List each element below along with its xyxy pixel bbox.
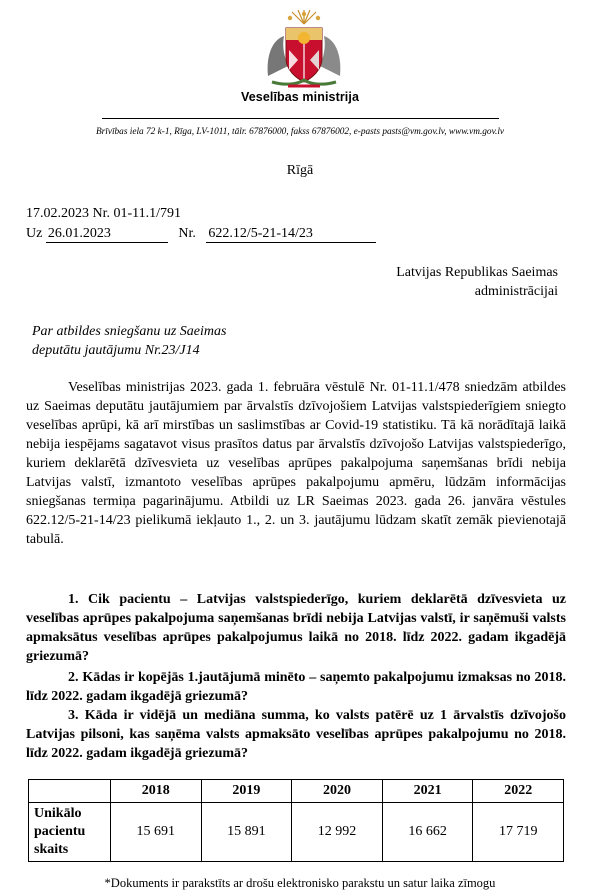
year-header: 2021: [382, 780, 473, 803]
header-divider: [102, 118, 499, 119]
subject-line2: deputātu jautājumu Nr.23/J14: [32, 343, 200, 358]
uz-date: 26.01.2023: [46, 226, 168, 243]
question-1: 1. Cik pacientu – Latvijas valstspiederīgo, kuriem deklarētā dzīvesvieta uz veselības aprūpes pakalpojuma saņemšanas brīdi nebija Latvijas valstī, ir saņēmuši valsts apmaksātus veselības aprūpes pakalpojumus laikā no 2018. līdz 2022. gadam ikgadējā griezumā?: [26, 592, 566, 664]
uz-number: 622.12/5-21-14/23: [206, 226, 376, 243]
ministry-name: Veselības ministrija: [240, 90, 360, 104]
table-cell: 16 662: [382, 803, 473, 862]
patients-table: [28, 779, 564, 862]
table-header-row: [29, 780, 564, 803]
reply-reference: [26, 226, 376, 243]
table-cell: 15 891: [201, 803, 292, 862]
table-cell: 15 691: [111, 803, 202, 862]
coat-of-arms-logo: [262, 10, 346, 90]
body-paragraph: Veselības ministrijas 2023. gada 1. februāra vēstulē Nr. 01-11.1/478 sniedzām atbildes uz Saeimas deputātu jautājumiem par ārvalstīs dzīvojošiem Latvijas valstspiederīgiem sniegto veselības aprūpi, kā arī mirstības un saslimstības ar Covid-19 statistiku. Tā kā norādītajā laikā nebija iespējams sagatavot visus prasītos datus par ārvalstīs dzīvojošo Latvijas valstspiederīgo, kuriem deklarētā dzīvesvieta uz veselības aprūpes pakalpojuma saņemšanas brīdi nebija Latvijas valstī, izmantoto veselības aprūpes pakalpojumu apmēru, lūdzām informācijas sniegšanas termiņa pagarinājumu. Atbildi uz LR Saeimas 2023. gada 26. janvāra vēstules 622.12/5-21-14/23 pielikumā iekļauto 1., 2. un 3. jautājumu lūdzam skatīt zemāk pievienotajā tabulā.: [26, 380, 566, 547]
signature-footnote: *Dokuments ir parakstīts ar drošu elektronisko parakstu un satur laika zīmogu: [104, 876, 496, 890]
addressee-line2: administrācijai: [474, 284, 558, 299]
year-header: 2019: [201, 780, 292, 803]
subject-line1: Par atbildes sniegšanu uz Saeimas: [32, 324, 227, 339]
addressee-block: [396, 263, 558, 301]
question-2: 2. Kādas ir kopējās 1.jautājumā minēto – saņemto pakalpojumu izmaksas no 2018. līdz 2022. gadam ikgadējā griezumā?: [26, 670, 566, 704]
table-corner-cell: [29, 780, 111, 803]
year-header: 2022: [473, 780, 564, 803]
ministry-address: Brīvības iela 72 k-1, Rīga, LV-1011, tālr. 67876000, fakss 67876002, e-pasts pasts@vm.gov.lv, www.vm.gov.lv: [95, 127, 505, 137]
table-cell: 12 992: [292, 803, 383, 862]
document-date-number: 17.02.2023 Nr. 01-11.1/791: [26, 206, 182, 221]
year-header: 2018: [111, 780, 202, 803]
place-of-issue: Rīgā: [286, 163, 314, 178]
subject-block: [32, 322, 226, 360]
nr-label: Nr.: [178, 226, 196, 241]
table-row: [29, 803, 564, 862]
question-3: 3. Kāda ir vidējā un mediāna summa, ko valsts patērē uz 1 ārvalstīs dzīvojošo Latvijas pilsoni, kas saņēma valsts apmaksāto veselības aprūpes pakalpojumu no 2018. līdz 2022. gadam ikgadējā griezumā?: [26, 708, 566, 761]
uz-label: Uz: [26, 226, 43, 241]
table-cell: 17 719: [473, 803, 564, 862]
addressee-line1: Latvijas Republikas Saeimas: [396, 265, 558, 280]
year-header: 2020: [292, 780, 383, 803]
row-label: Unikālo pacientu skaits: [29, 803, 111, 862]
